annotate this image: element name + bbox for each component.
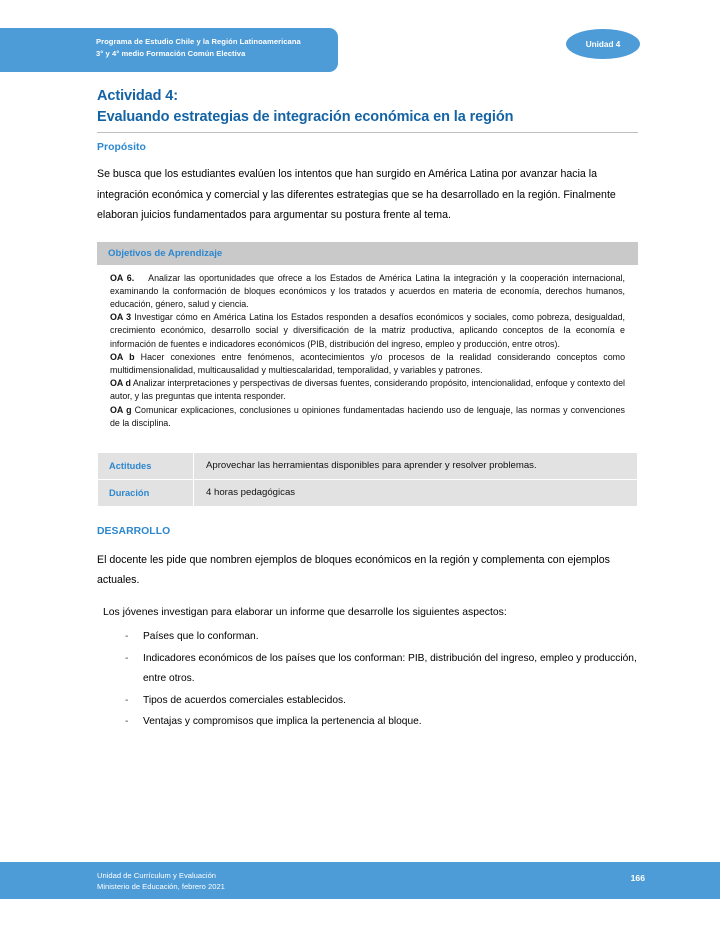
oa-code: OA 3	[110, 312, 132, 323]
objetivos-box-body	[97, 265, 638, 438]
table-row-label: Actitudes	[98, 452, 194, 479]
objetivos-heading: Objetivos de Aprendizaje	[108, 247, 223, 259]
proposito-paragraph: Se busca que los estudiantes evalúen los intentos que han surgido en América Latina por avanzar hacia la integración económica y comercial y las diferentes estrategias que se ha desarrollado en la región. Finalmente elaboran juicios fundamentados para argumentar su postura frente al tema.	[97, 168, 616, 221]
list-item	[97, 691, 638, 712]
table-row-label: Duración	[98, 479, 194, 506]
program-line-1: Programa de Estudio Chile y la Región Latinoamericana	[96, 37, 301, 46]
activity-title-line-1: Actividad 4:	[97, 88, 178, 104]
oa-code: OA b	[110, 351, 135, 362]
info-table-body	[98, 452, 638, 506]
activity-title-line-2: Evaluando estrategias de integración económica en la región	[97, 109, 514, 125]
aspect-list	[97, 627, 638, 733]
list-item-label: Ventajas y compromisos que implica la pertenencia al bloque.	[143, 716, 422, 728]
footer-line-2: Ministerio de Educación, febrero 2021	[97, 882, 225, 891]
list-item-label: Indicadores económicos de los países que los conforman: PIB, distribución del ingreso, empleo y producción, entre otros.	[143, 652, 637, 685]
list-item	[97, 712, 638, 733]
proposito-heading: Propósito	[97, 142, 146, 153]
bullet-dash-icon: -	[125, 652, 129, 664]
page-footer	[0, 862, 720, 899]
oa-code: OA g	[110, 404, 132, 415]
table-row	[98, 452, 638, 479]
list-item	[97, 649, 638, 690]
list-item-label: Países que lo conforman.	[143, 631, 259, 643]
oa-code: OA d	[110, 378, 131, 389]
desarrollo-intro: Los jóvenes investigan para elaborar un informe que desarrolle los siguientes aspectos:	[103, 606, 507, 618]
document-content	[97, 86, 638, 734]
footer-line-1: Unidad de Currículum y Evaluación	[97, 871, 217, 880]
oa-text: Hacer conexiones entre fenómenos, acontecimientos y/o procesos de la realidad considerando conceptos como multidimensionalidad, multicausalidad y multiescalaridad, temporalidad, y variables y patrones.	[110, 351, 626, 375]
objetivos-list	[110, 272, 625, 430]
bullet-dash-icon: -	[125, 631, 129, 643]
program-banner	[0, 28, 338, 72]
oa-code: OA 6.	[110, 272, 135, 283]
list-item-label: Tipos de acuerdos comerciales establecidos.	[143, 694, 346, 706]
oa-text: Analizar interpretaciones y perspectivas de diversas fuentes, considerando propósito, intencionalidad, enfoque y contexto del autor, y las preguntas que intenta responder.	[110, 378, 625, 402]
objetivos-box	[97, 242, 638, 438]
info-table	[97, 452, 638, 507]
list-item	[97, 627, 638, 648]
desarrollo-paragraph: El docente les pide que nombren ejemplos de bloques económicos en la región y complementa con ejemplos actuales.	[97, 553, 610, 587]
page-header	[0, 28, 720, 72]
program-line-2: 3° y 4° medio Formación Común Electiva	[96, 48, 246, 58]
table-row-value: 4 horas pedagógicas	[194, 479, 638, 506]
bullet-dash-icon: -	[125, 694, 129, 706]
footer-text	[97, 870, 225, 892]
oa-text: Analizar las oportunidades que ofrece a los Estados de América Latina la integración y la cooperación internacional, examinando la conformación de bloques económicos y los tratados y acuerdos en materia de economía, derechos humanos, educación, género, salud y ciencia.	[110, 272, 625, 309]
page-title	[97, 86, 638, 133]
objetivos-box-header	[97, 242, 638, 265]
table-row-value: Aprovechar las herramientas disponibles para aprender y resolver problemas.	[194, 452, 638, 479]
oa-text: Investigar cómo en América Latina los Estados responden a desafíos económicos y sociales, como pobreza, desigualdad, crecimiento económico, desarrollo social y diversificación de la matriz productiva, aplicando conceptos de la economía e información de fuentes e indicadores económicos (PIB, distribución del ingreso, empleo y producción, entre otros).	[110, 312, 625, 349]
page-number: 166	[630, 873, 645, 883]
desarrollo-heading: DESARROLLO	[97, 525, 171, 537]
oa-text: Comunicar explicaciones, conclusiones u opiniones fundamentadas haciendo uso de lenguaje, las normas y convenciones de la disciplina.	[110, 404, 625, 428]
unit-badge: Unidad 4	[566, 29, 640, 59]
bullet-dash-icon: -	[125, 716, 129, 728]
table-row	[98, 479, 638, 506]
